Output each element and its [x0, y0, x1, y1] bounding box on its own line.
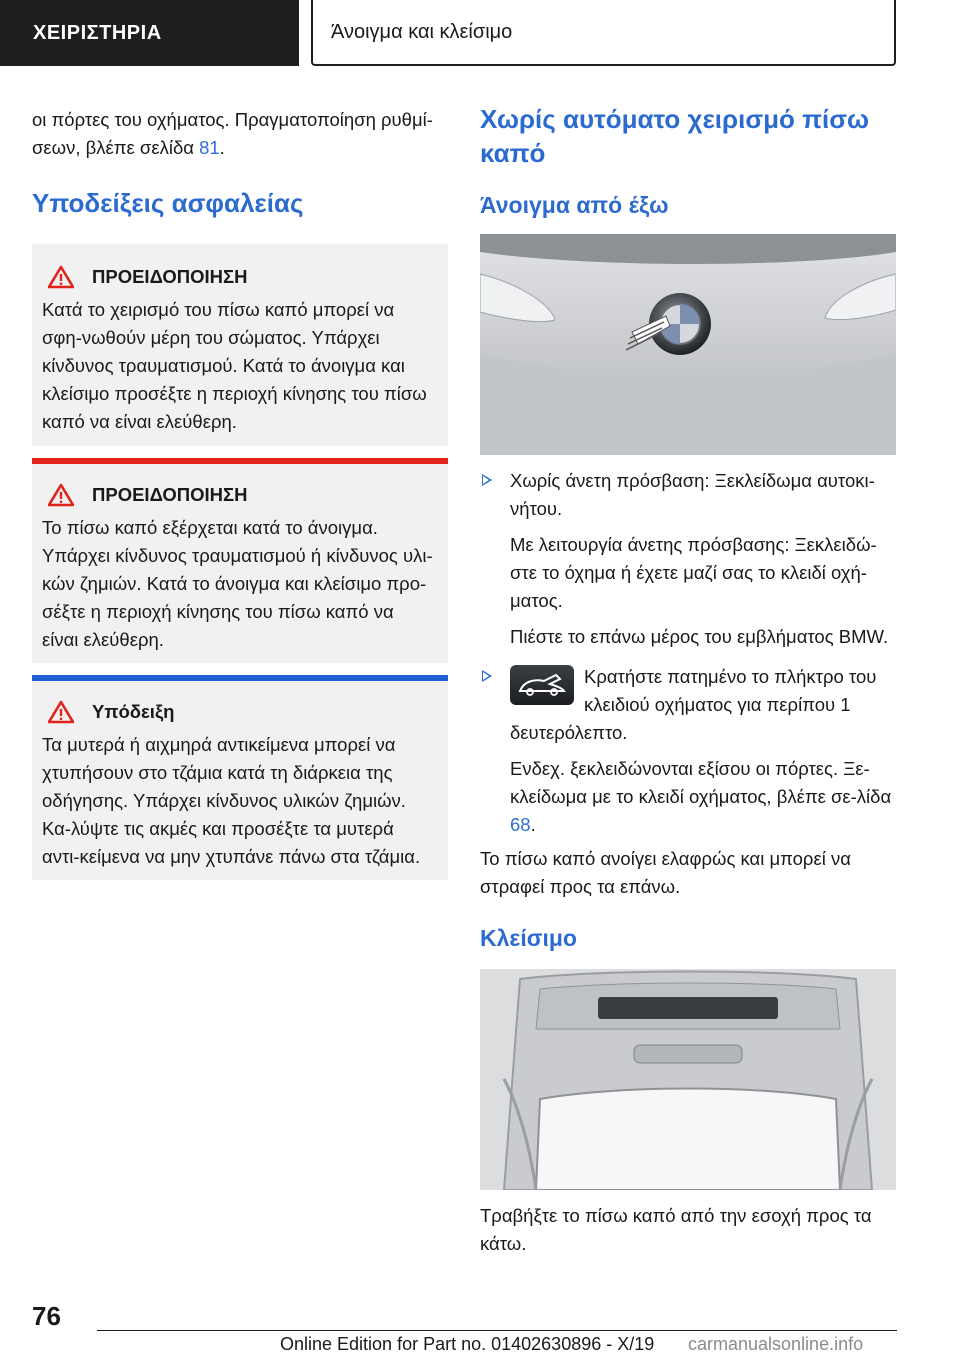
- footer-watermark: carmanualsonline.info: [688, 1334, 864, 1354]
- list-item-text: [510, 755, 896, 839]
- warning-triangle-icon: [48, 700, 74, 724]
- tailgate-emblem-image: [480, 234, 896, 455]
- warning-text: Κατά το χειρισμό του πίσω καπό μπορεί να σφη‐νωθούν μέρη του σώματος. Υπάρχει κίνδυνος τραυματισμού. Κατά το άνοιγμα και κλείσιμο προσέξτε η περιοχή κίνησης του πίσω καπό να είναι ελεύθερη.: [42, 299, 427, 432]
- warning-title-row: [42, 482, 434, 508]
- section-title: Άνοιγμα και κλείσιμο: [311, 0, 896, 66]
- warning-triangle-icon: [48, 483, 74, 507]
- warning-box-1: [32, 244, 448, 446]
- left-column: [32, 98, 448, 880]
- list-item-text: Με λειτουργία άνετης πρόσβασης: Ξεκλειδώ‐στε το όχημα ή έχετε μαζί σας το κλειδί οχή‐ματος.: [510, 534, 877, 611]
- page-link-68[interactable]: 68: [510, 814, 531, 835]
- warning-text: Το πίσω καπό εξέρχεται κατά το άνοιγμα. Υπάρχει κίνδυνος τραυματισμού ή κίνδυνος υλι‐κών ζημιών. Κατά το άνοιγμα και κλείσιμο προ‐σέξτε η περιοχή κίνησης του πίσω καπό να είναι ελεύθερη.: [42, 517, 433, 650]
- chapter-title: ΧΕΙΡΙΣΤΗΡΙΑ: [0, 0, 299, 66]
- list-arrow-icon: [482, 474, 492, 486]
- no-auto-heading: Χωρίς αυτόματο χειρισμό πίσω καπό: [480, 104, 870, 168]
- tailgate-interior-illustration: [480, 969, 896, 1190]
- warning-title: ΠΡΟΕΙΔΟΠΟΙΗΣΗ: [92, 266, 248, 287]
- notice-bar: [32, 675, 448, 681]
- right-column: [480, 98, 896, 1258]
- footer-edition: Online Edition for Part no. 01402630896 - X/19: [280, 1334, 655, 1354]
- intro-end: .: [219, 137, 225, 158]
- list-item-text: Χωρίς άνετη πρόσβαση: Ξεκλείδωμα αυτοκι‐νήτου.: [510, 470, 875, 519]
- tailgate-emblem-illustration: [480, 234, 896, 455]
- tailgate-opens-text: Το πίσω καπό ανοίγει ελαφρώς και μπορεί να στραφεί προς τα επάνω.: [480, 848, 851, 897]
- safety-heading: Υποδείξεις ασφαλείας: [32, 188, 304, 218]
- list-arrow-icon: [482, 670, 492, 682]
- notice-title-row: [42, 699, 434, 725]
- intro-paragraph: [32, 106, 448, 162]
- page-header: [0, 0, 960, 66]
- unlock-end: .: [530, 814, 536, 835]
- warning-box-2: [32, 458, 448, 663]
- notice-title: Υπόδειξη: [92, 701, 175, 722]
- car-key-tailgate-button-icon: [510, 665, 574, 705]
- footer-rule: [97, 1330, 897, 1331]
- warning-bar: [32, 458, 448, 464]
- closing-text: Τραβήξτε το πίσω καπό από την εσοχή προς τα κάτω.: [480, 1205, 872, 1254]
- warning-title-row: [42, 264, 434, 290]
- page-link-81[interactable]: 81: [199, 137, 220, 158]
- list-item: [480, 663, 896, 839]
- warning-triangle-icon: [48, 265, 74, 289]
- closing-heading: Κλείσιμο: [480, 925, 577, 951]
- page-number: 76: [32, 1301, 61, 1331]
- list-item-text: Κρατήστε πατημένο το πλήκτρο του κλειδιού οχήματος για περίπου 1 δευτερόλεπτο.: [510, 666, 877, 743]
- tailgate-interior-image: [480, 969, 896, 1190]
- intro-text: οι πόρτες του οχήματος. Πραγματοποίηση ρυθμί‐σεων, βλέπε σελίδα: [32, 109, 433, 158]
- open-from-outside-heading: Άνοιγμα από έξω: [480, 192, 669, 218]
- notice-text: Τα μυτερά ή αιχμηρά αντικείμενα μπορεί να χτυπήσουν στο τζάμια κατά τη διάρκεια της οδήγησης. Υπάρχει κίνδυνος υλικών ζημιών. Κα‐λύψτε τις ακμές και προσέξτε τα μυτερά αντι‐κείμενα να μην χτυπάνε πάνω στα τζάμια.: [42, 734, 421, 867]
- notice-box: [32, 675, 448, 880]
- unlock-text: Ενδεχ. ξεκλειδώνονται εξίσου οι πόρτες. Ξε‐κλείδωμα με το κλειδί οχήματος, βλέπε σε‐λίδα: [510, 758, 892, 807]
- tailgate-car-icon: [510, 665, 574, 705]
- warning-title: ΠΡΟΕΙΔΟΠΟΙΗΣΗ: [92, 484, 248, 505]
- list-item-text: Πιέστε το επάνω μέρος του εμβλήματος BMW.: [510, 626, 889, 647]
- list-item: [480, 467, 896, 651]
